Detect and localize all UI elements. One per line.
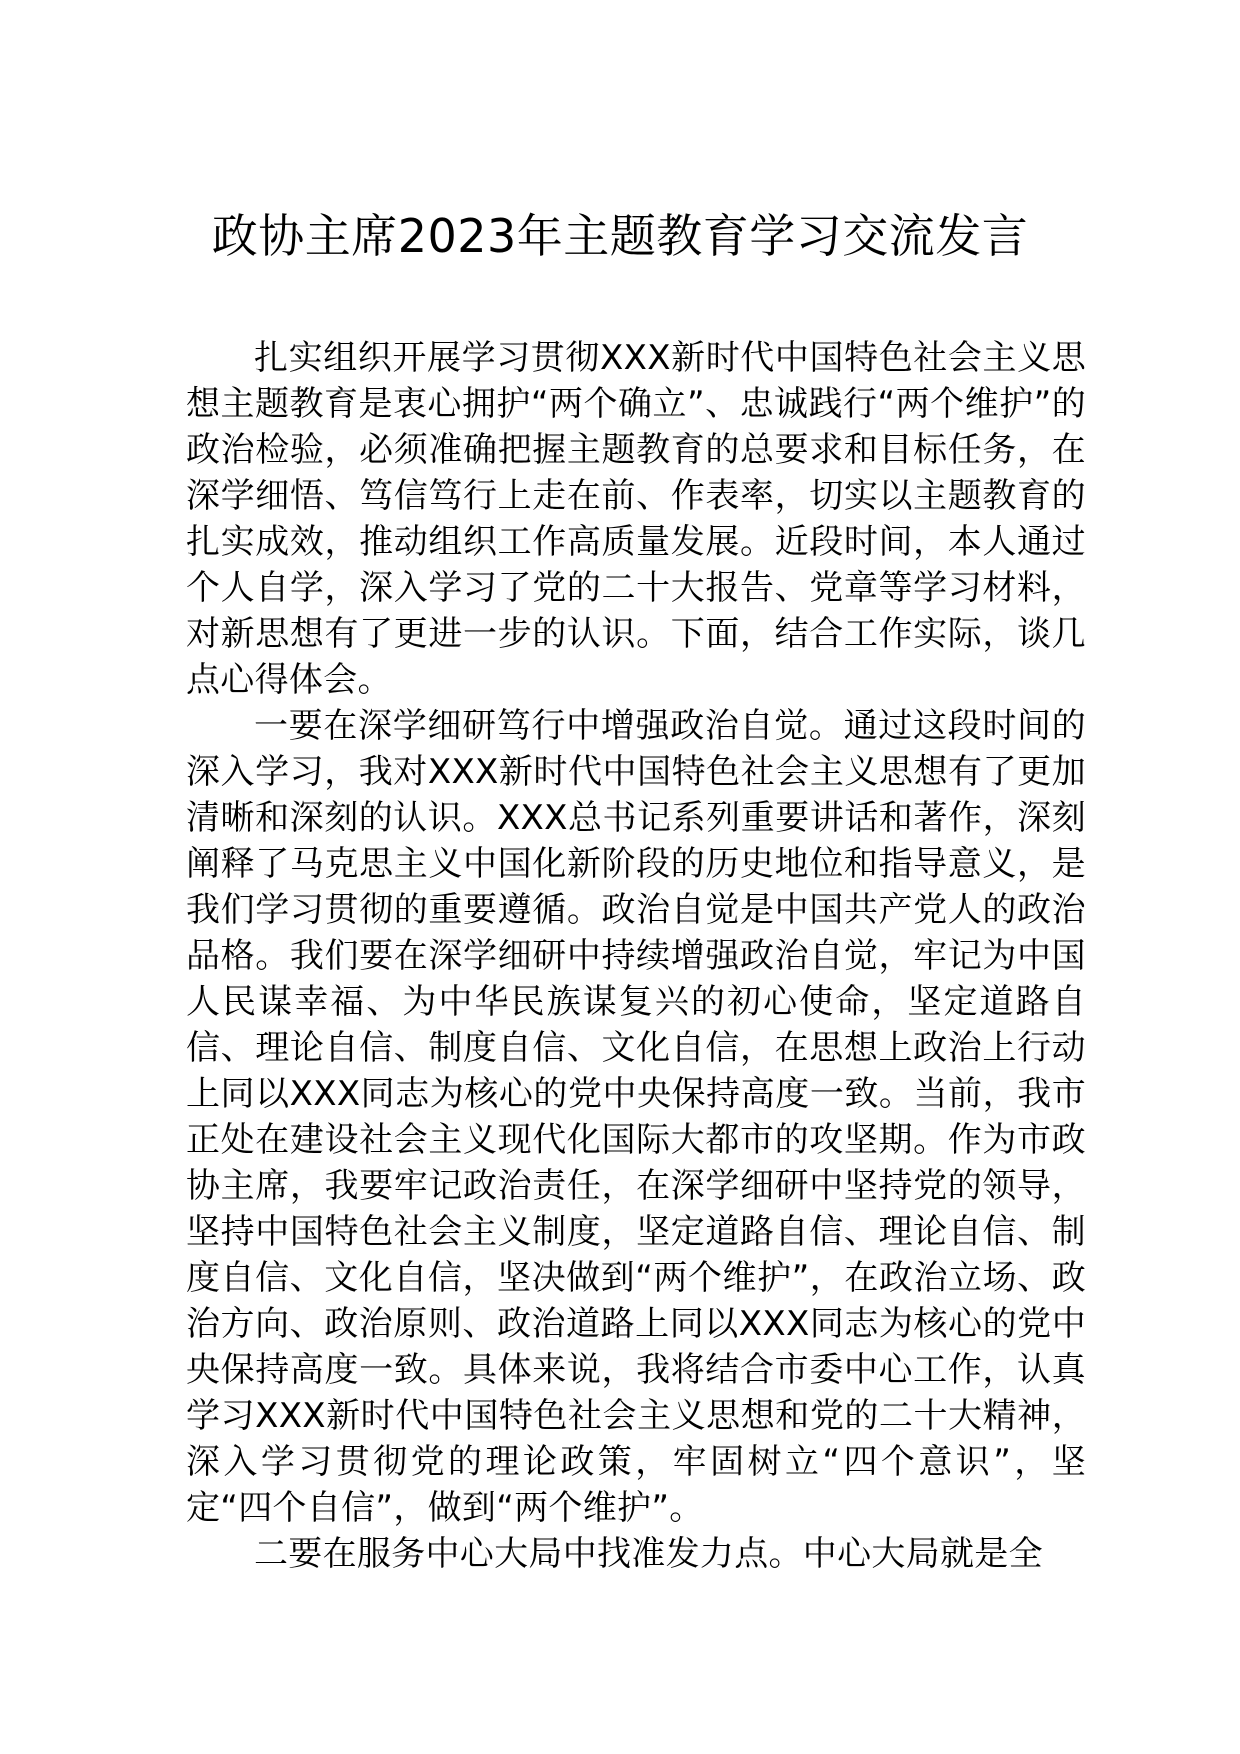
paragraph-point-one: 一要在深学细研笃行中增强政治自觉。通过这段时间的深入学习，我对XXX新时代中国特色社会主义思想有了更加清晰和深刻的认识。XXX总书记系列重要讲话和著作，深刻阐释了马克思主义中国化新阶段的历史地位和指导意义，是我们学习贯彻的重要遵循。政治自觉是中国共产党人的政治品格。我们要在深学细研中持续增强政治自觉，牢记为中国人民谋幸福、为中华民族谋复兴的初心使命，坚定道路自信、理论自信、制度自信、文化自信，在思想上政治上行动上同以XXX同志为核心的党中央保持高度一致。当前，我市正处在建设社会主义现代化国际大都市的攻坚期。作为市政协主席，我要牢记政治责任，在深学细研中坚持党的领导，坚持中国特色社会主义制度，坚定道路自信、理论自信、制度自信、文化自信，坚决做到“两个维护”，在政治立场、政治方向、政治原则、政治道路上同以XXX同志为核心的党中央保持高度一致。具体来说，我将结合市委中心工作，认真学习XXX新时代中国特色社会主义思想和党的二十大精神，深入学习贯彻党的理论政策，牢固树立“四个意识”，坚定“四个自信”，做到“两个维护”。 <box>186 706 1086 1528</box>
document-title: 政协主席2023年主题教育学习交流发言 <box>211 209 1029 263</box>
paragraph-point-two: 二要在服务中心大局中找准发力点。中心大局就是全 <box>254 1534 1043 1574</box>
paragraph-intro: 扎实组织开展学习贯彻XXX新时代中国特色社会主义思想主题教育是衷心拥护“两个确立”、忠诚践行“两个维护”的政治检验，必须准确把握主题教育的总要求和目标任务，在深学细悟、笃信笃行上走在前、作表率，切实以主题教育的扎实成效，推动组织工作高质量发展。近段时间，本人通过个人自学，深入学习了党的二十大报告、党章等学习材料，对新思想有了更进一步的认识。下面，结合工作实际，谈几点心得体会。 <box>186 338 1086 700</box>
document-body <box>186 335 1086 1577</box>
